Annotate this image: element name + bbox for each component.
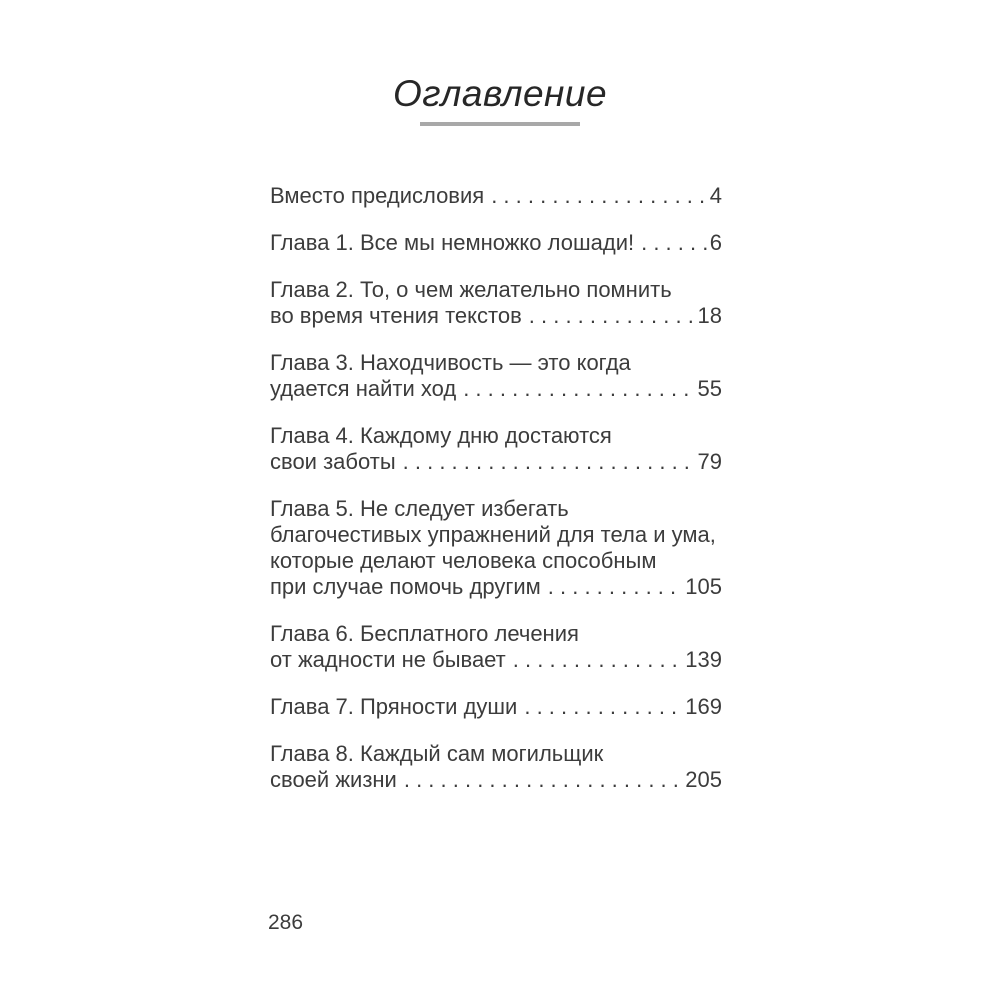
toc-list bbox=[270, 183, 722, 814]
title-underline bbox=[420, 122, 580, 126]
toc-entry-text: Глава 5. Не следует избегать bbox=[270, 496, 569, 521]
toc-entry-line bbox=[270, 522, 722, 548]
toc-entry-line bbox=[270, 350, 722, 376]
toc-entry bbox=[270, 621, 722, 673]
toc-entry bbox=[270, 741, 722, 793]
toc-entry bbox=[270, 694, 722, 720]
dot-leader bbox=[403, 449, 696, 475]
dot-leader bbox=[529, 303, 696, 329]
toc-entry-text: во время чтения текстов bbox=[270, 303, 522, 328]
dot-leader bbox=[548, 574, 684, 600]
toc-entry bbox=[270, 350, 722, 402]
toc-page-number: 139 bbox=[685, 647, 722, 672]
toc-entry-text: при случае помочь другим bbox=[270, 574, 541, 599]
dot-leader bbox=[513, 647, 684, 673]
toc-entry-text: Глава 8. Каждый сам могильщик bbox=[270, 741, 604, 766]
dot-leader bbox=[463, 376, 695, 402]
dot-leader bbox=[641, 230, 708, 256]
toc-entry-line-with-page bbox=[270, 449, 722, 475]
toc-entry-text: Вместо предисловия bbox=[270, 183, 485, 208]
toc-entry-line bbox=[270, 277, 722, 303]
toc-entry-line-with-page bbox=[270, 230, 722, 256]
dot-leader bbox=[491, 183, 708, 209]
dot-leader bbox=[404, 767, 683, 793]
toc-entry-line bbox=[270, 423, 722, 449]
page-title: Оглавление bbox=[392, 73, 608, 114]
toc-entry-line-with-page bbox=[270, 574, 722, 600]
toc-entry-line bbox=[270, 741, 722, 767]
toc-page-number: 205 bbox=[685, 767, 722, 792]
toc-entry bbox=[270, 277, 722, 329]
toc-entry-line bbox=[270, 548, 722, 574]
toc-entry-line-with-page bbox=[270, 183, 722, 209]
toc-entry-text: Глава 3. Находчивость — это когда bbox=[270, 350, 631, 375]
toc-header bbox=[0, 72, 1000, 126]
toc-entry-line-with-page bbox=[270, 767, 722, 793]
toc-entry-text: Глава 2. То, о чем желательно помнить bbox=[270, 277, 672, 302]
toc-entry-line-with-page bbox=[270, 303, 722, 329]
toc-entry bbox=[270, 496, 722, 600]
toc-entry bbox=[270, 183, 722, 209]
toc-page-number: 4 bbox=[709, 183, 722, 208]
footer-page-number: 286 bbox=[268, 911, 304, 934]
toc-page-number: 55 bbox=[697, 376, 722, 401]
toc-page-number: 6 bbox=[709, 230, 722, 255]
toc-entry-text: от жадности не бывает bbox=[270, 647, 506, 672]
toc-entry-text: благочестивых упражнений для тела и ума, bbox=[270, 522, 716, 547]
toc-page-number: 105 bbox=[685, 574, 722, 599]
toc-entry-text: Глава 7. Пряности души bbox=[270, 694, 518, 719]
toc-page-number: 169 bbox=[685, 694, 722, 719]
toc-entry bbox=[270, 423, 722, 475]
dot-leader bbox=[524, 694, 683, 720]
toc-entry-text: Глава 1. Все мы немножко лошади! bbox=[270, 230, 635, 255]
toc-entry-text: которые делают человека способным bbox=[270, 548, 657, 573]
toc-page-number: 79 bbox=[697, 449, 722, 474]
toc-entry-text: Глава 4. Каждому дню достаются bbox=[270, 423, 612, 448]
toc-entry-text: удается найти ход bbox=[270, 376, 457, 401]
toc-entry-text: свои заботы bbox=[270, 449, 396, 474]
toc-entry-line bbox=[270, 621, 722, 647]
toc-entry bbox=[270, 230, 722, 256]
toc-entry-line-with-page bbox=[270, 376, 722, 402]
toc-entry-line bbox=[270, 496, 722, 522]
toc-entry-line-with-page bbox=[270, 694, 722, 720]
toc-entry-text: своей жизни bbox=[270, 767, 397, 792]
toc-entry-text: Глава 6. Бесплатного лечения bbox=[270, 621, 579, 646]
toc-page-number: 18 bbox=[697, 303, 722, 328]
toc-entry-line-with-page bbox=[270, 647, 722, 673]
